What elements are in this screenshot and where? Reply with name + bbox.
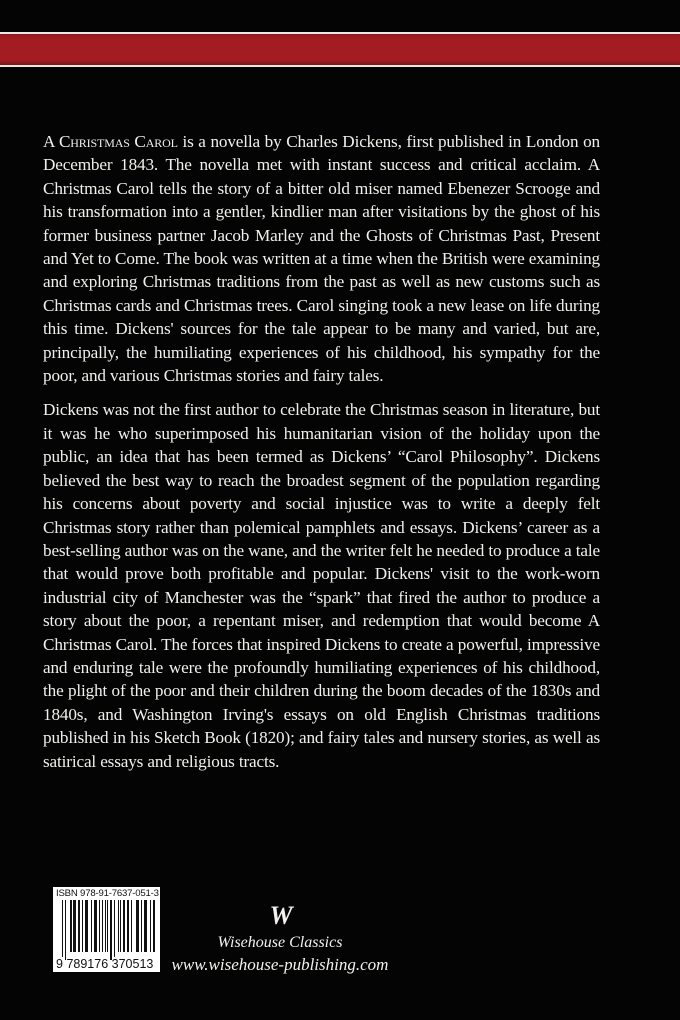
- ean-lead-digit: 9: [56, 957, 63, 971]
- publisher-url-link[interactable]: www.wisehouse-publishing.com: [171, 955, 389, 974]
- red-header-band: [0, 34, 680, 65]
- ean-left-digits: 789176: [66, 957, 109, 971]
- paragraph-1-text: is a novella by Charles Dickens, first published in London on December 1843. The novella met with instant success and critical acclaim. A Christmas Carol tells the story of a bitter old miser named Ebenezer Scrooge and his transformation into a gentler, kindlier man after visitations by the ghost of his former business partner Jacob Marley and the Ghosts of Christmas Past, Present and Yet to Come. The book was written at a time when the British were examining and exploring Christmas traditions from the past as well as new customs such as Christmas cards and Christmas trees. Carol singing took a new lease on life during this time. Dickens' sources for the tale appear to be many and varied, but are, principally, the humiliating experiences of his childhood, his sympathy for the poor, and various Christmas stories and fairy tales.: [43, 132, 600, 386]
- wisehouse-logo-icon: W: [269, 901, 291, 930]
- bottom-band-line: [0, 65, 680, 67]
- barcode-bars: [62, 900, 154, 960]
- ean-digits: [56, 958, 153, 971]
- ean-right-digits: 370513: [111, 957, 154, 971]
- description-paragraph-2: Dickens was not the first author to celebrate the Christmas season in literature, but it was he who superimposed his humanitarian vision of the holiday upon the public, an idea that has been termed as Dickens’ “Carol Philosophy”. Dickens believed the best way to reach the broadest segment of the population regarding his concerns about poverty and social injustice was to write a deeply felt Christmas story rather than polemical pamphlets and essays. Dickens’ career as a best-selling author was on the wane, and the writer felt he needed to produce a tale that would prove both profitable and popular. Dickens' visit to the work-worn industrial city of Manchester was the “spark” that fired the author to produce a story about the poor, a repentant miser, and redemption that would become A Christmas Carol. The forces that inspired Dickens to create a powerful, impressive and enduring tale were the profoundly humiliating experiences of his childhood, the plight of the poor and their children during the boom decades of the 1830s and 1840s, and Washington Irving's essays on old English Christmas traditions published in his Sketch Book (1820); and fairy tales and nursery stories, as well as satirical essays and religious tracts.: [43, 400, 600, 771]
- book-title-smallcaps: A Christmas Carol: [43, 132, 178, 151]
- isbn-barcode: [53, 887, 160, 972]
- publisher-block: [170, 903, 390, 976]
- publisher-name: Wisehouse Classics: [217, 934, 343, 951]
- description-paragraph-1: [43, 130, 600, 387]
- book-description: [43, 130, 600, 773]
- isbn-label: ISBN 978-91-7637-051-3: [56, 888, 159, 899]
